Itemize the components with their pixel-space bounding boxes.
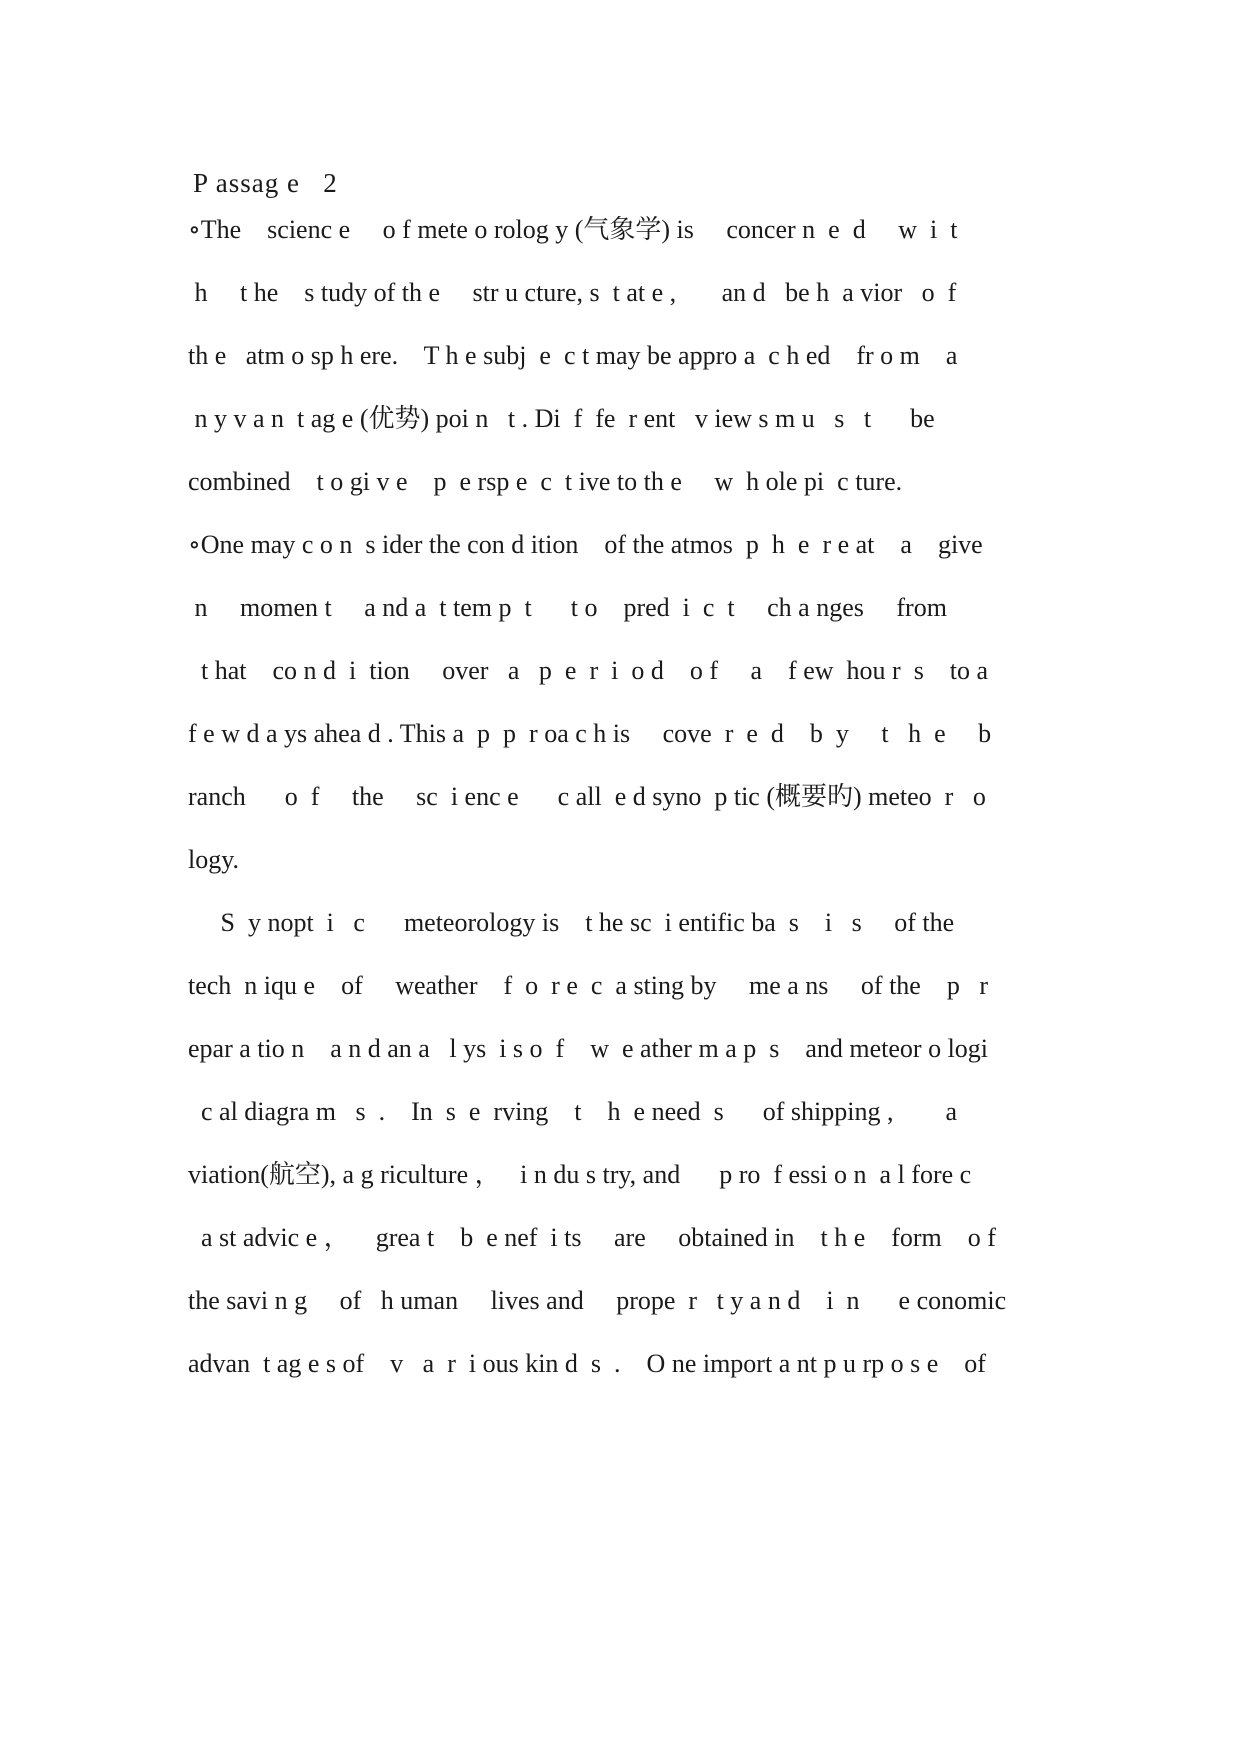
text-line: logy. <box>188 845 240 874</box>
text-line: a st advic e ， grea t b e nef i ts are obtained in t h e form o f <box>188 1223 996 1252</box>
text-line: n momen t a nd a t tem p t t o pred i c t ch a nges from <box>188 593 947 622</box>
text-line: combined t o gi v e p e rsp e c t ive to th e w h ole pi c ture. <box>188 467 903 496</box>
text-line: viation(航空), a g riculture ， i n du s try, and p ro f essi o n a l fore c <box>188 1160 972 1189</box>
text-line: n y v a n t ag e (优势) poi n t . Di f fe r ent v iew s m u s t be <box>188 404 935 433</box>
text-line: epar a tio n a n d an a l ys i s o f w e ather m a p s and meteor o logi <box>188 1034 989 1063</box>
text-line: ∘The scienc e o f mete o rolog y (气象学) is concer n e d w i t <box>188 215 958 244</box>
text-line: th e atm o sp h ere. T h e subj e c t may be appro a c h ed fr o m a <box>188 341 958 370</box>
text-line: S y nopt i c meteorology is t he sc i entific ba s i s of the <box>188 908 955 937</box>
text-line: f e w d a ys ahea d . This a p p r oa c h is cove r e d b y t h e b <box>188 719 992 748</box>
text-line: c al diagra m s . In s e rving t h e need s of shipping , a <box>188 1097 958 1126</box>
text-line: h t he s tudy of th e str u cture, s t at e , an d be h a vior o f <box>188 278 957 307</box>
text-line: ranch o f the sc i enc e c all e d syno p tic (概要旳) meteo r o <box>188 782 986 811</box>
passage-title: P assag e 2 <box>193 168 338 198</box>
text-line: tech n iqu e of weather f o r e c a sting by me a ns of the p r <box>188 971 989 1000</box>
text-line: ∘One may c o n s ider the con d ition of the atmos p h e r e at a give <box>188 530 983 559</box>
text-line: the savi n g of h uman lives and prope r t y a n d i n e conomic <box>188 1286 1007 1315</box>
text-line: t hat co n d i tion over a p e r i o d o f a f ew hou r s to a <box>188 656 989 685</box>
text-line: advan t ag e s of v a r i ous kin d s . O ne import a nt p u rp o s e of <box>188 1349 986 1378</box>
